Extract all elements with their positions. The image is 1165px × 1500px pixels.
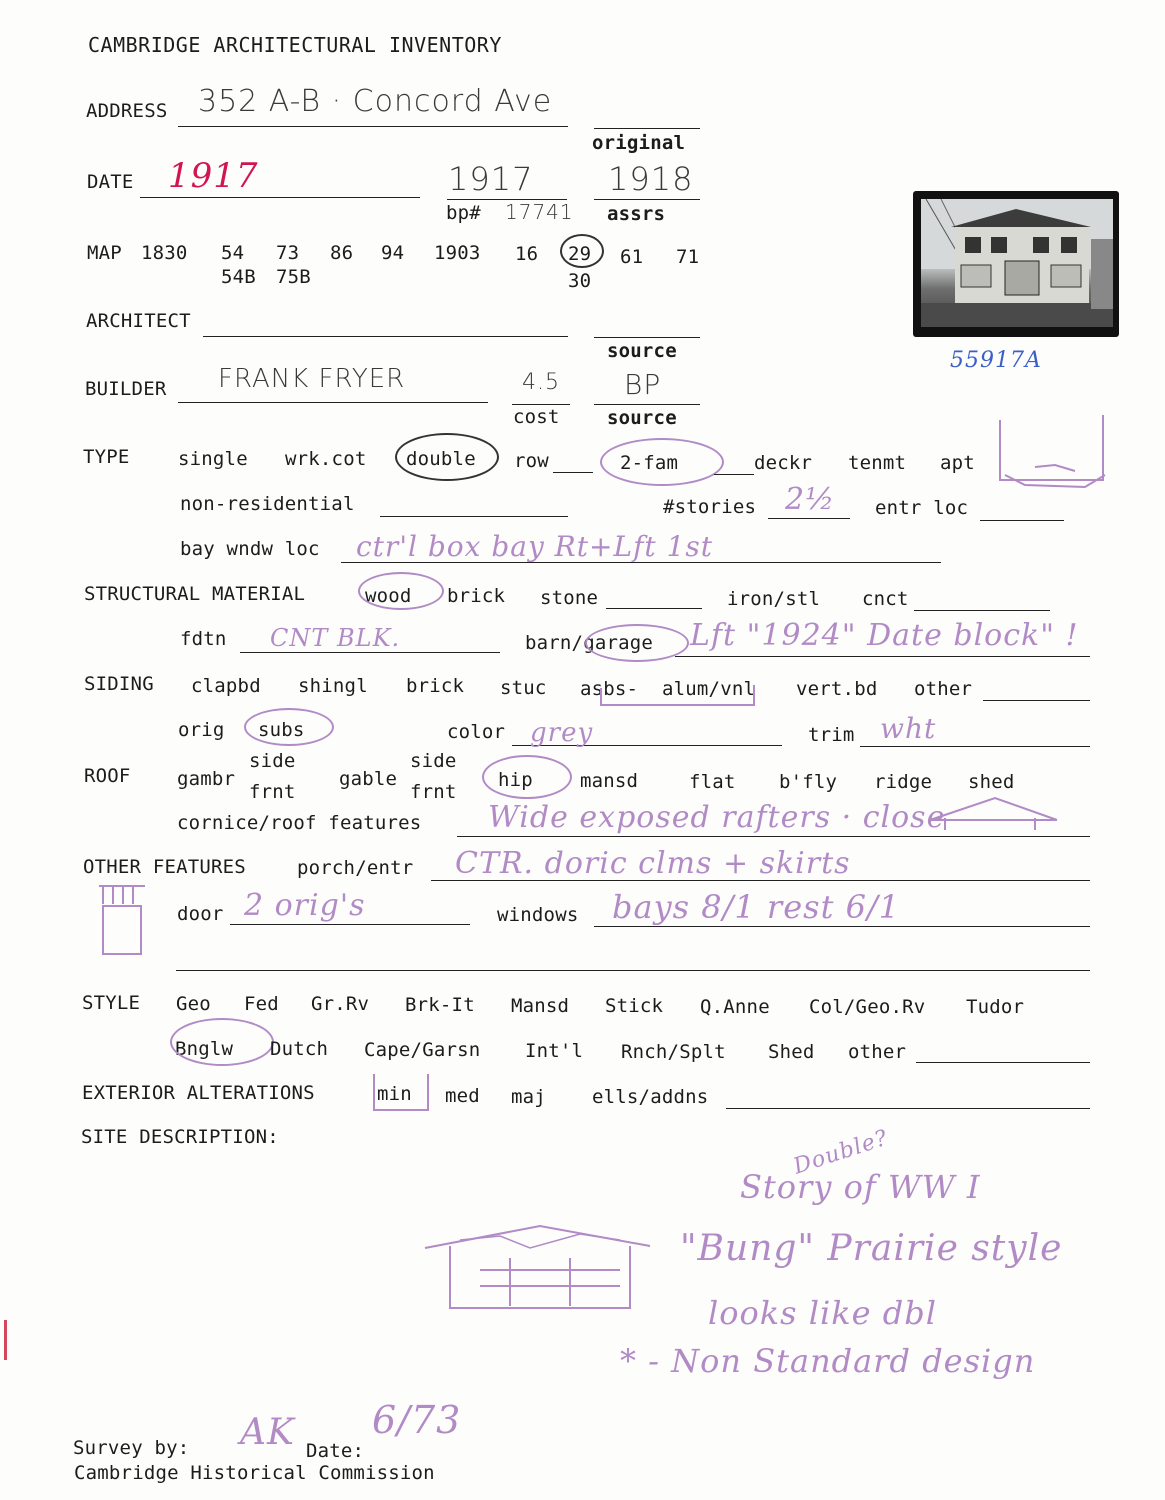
original-label: original	[592, 132, 686, 154]
style-bnglw-circle	[170, 1018, 274, 1066]
alterations-ells: ells/addns	[592, 1086, 709, 1108]
survey-by-label: Survey by:	[73, 1437, 190, 1459]
assrs-line	[594, 199, 700, 200]
photo-number: 55917A	[950, 348, 1042, 373]
cost-value: 4.5	[522, 370, 560, 395]
cost-source-value: BP	[624, 368, 662, 401]
cnct-line	[914, 610, 1050, 611]
bp-label: bp#	[446, 202, 481, 224]
cornice-line	[457, 836, 1090, 837]
type-label: TYPE	[83, 446, 130, 468]
architect-line	[203, 336, 568, 337]
style-mansd: Mansd	[511, 995, 570, 1017]
map-1903: 1903	[434, 242, 481, 264]
trim-line	[860, 746, 1090, 747]
siding-clapbd: clapbd	[191, 675, 261, 697]
fdtn-value: CNT BLK.	[270, 624, 401, 652]
entr-loc-line	[980, 520, 1064, 521]
address-line	[178, 126, 568, 127]
style-bnglw: Bnglw	[175, 1038, 234, 1060]
site-description-label: SITE DESCRIPTION:	[81, 1126, 279, 1148]
entr-loc-label: entr loc	[875, 497, 969, 519]
alterations-med: med	[445, 1085, 480, 1107]
house-sketch	[420, 1218, 660, 1318]
cost-label: cost	[513, 406, 560, 428]
type-single: single	[178, 448, 248, 470]
windows-label: windows	[497, 904, 579, 926]
map-54b: 54B	[221, 266, 256, 288]
survey-date-value: 6/73	[372, 1398, 462, 1442]
bp-number: 17741	[505, 200, 574, 224]
site-note-bung: "Bung" Prairie style	[680, 1228, 1063, 1269]
original-topline	[594, 128, 700, 129]
fdtn-label: fdtn	[180, 628, 227, 650]
assrs-label: assrs	[607, 203, 666, 225]
stories-value: 2½	[785, 482, 836, 517]
subs-label: subs	[258, 719, 305, 741]
style-stick: Stick	[605, 995, 664, 1017]
edge-mark	[4, 1320, 7, 1360]
stories-label: #stories	[663, 496, 757, 518]
other-features-label: OTHER FEATURES	[83, 856, 246, 878]
bay-label: bay wndw loc	[180, 538, 320, 560]
style-other-line	[916, 1062, 1090, 1063]
roof-shed: shed	[968, 771, 1015, 793]
date-label: DATE	[87, 171, 134, 193]
date-assrs-value: 1918	[608, 160, 694, 198]
date-bp-value: 1917	[448, 160, 534, 198]
style-cape-garsn: Cape/Garsn	[364, 1039, 481, 1061]
style-q-anne: Q.Anne	[700, 996, 770, 1018]
type-tenmt: tenmt	[848, 452, 907, 474]
trim-label: trim	[808, 724, 855, 746]
style-rnch-splt: Rnch/Splt	[621, 1041, 726, 1063]
type-deckr: deckr	[754, 452, 813, 474]
alterations-min: min	[377, 1083, 412, 1105]
map-75b: 75B	[276, 266, 311, 288]
map-61: 61	[620, 246, 644, 268]
door-label: door	[177, 903, 224, 925]
siding-alum-vnl: alum/vnl	[662, 678, 756, 700]
windows-value: bays 8/1 rest 6/1	[612, 888, 901, 926]
type-apt: apt	[940, 452, 975, 474]
non-residential-line	[380, 516, 568, 517]
alterations-line	[726, 1108, 1090, 1109]
type-wrk-cot: wrk.cot	[285, 448, 367, 470]
survey-date-label: Date:	[306, 1440, 365, 1462]
siding-label: SIDING	[84, 673, 154, 695]
map-29-circle	[560, 234, 604, 268]
survey-initials: AK	[240, 1412, 295, 1453]
roof-label: ROOF	[84, 765, 131, 787]
stories-line	[768, 518, 850, 519]
map-label: MAP	[87, 242, 122, 264]
date-line	[140, 197, 420, 198]
extra-features-line	[176, 970, 1090, 971]
site-note-story: Story of WW I	[740, 1168, 981, 1206]
type-2-fam-line	[714, 474, 754, 475]
structural-cnct: cnct	[862, 588, 909, 610]
cornice-label: cornice/roof features	[177, 812, 422, 834]
siding-shingl: shingl	[298, 675, 368, 697]
structural-wood-circle	[358, 572, 444, 610]
alterations-maj: maj	[511, 1086, 546, 1108]
architect-source-label: source	[607, 340, 677, 362]
roof-gable: gable	[339, 768, 398, 790]
siding-brick: brick	[406, 675, 465, 697]
type-double: double	[406, 448, 476, 470]
structural-wood: wood	[365, 585, 412, 607]
map-30: 30	[568, 270, 592, 292]
house-photo-drawing	[921, 199, 1113, 327]
structural-brick: brick	[447, 585, 506, 607]
alterations-min-box	[368, 1070, 438, 1116]
architect-source-line	[594, 337, 700, 338]
map-16: 16	[515, 243, 539, 265]
cornice-value: Wide exposed rafters · close	[488, 800, 946, 835]
map-71: 71	[676, 246, 700, 268]
roof-hip-circle	[482, 755, 572, 799]
type-row-line	[553, 472, 593, 473]
date-red-value: 1917	[168, 156, 259, 196]
stone-line	[606, 608, 702, 609]
style-intl: Int'l	[525, 1040, 584, 1062]
roof-sketch	[925, 790, 1065, 840]
form-title: CAMBRIDGE ARCHITECTURAL INVENTORY	[88, 33, 502, 57]
address-value: 352 A-B · Concord Ave	[198, 84, 553, 119]
commission-name: Cambridge Historical Commission	[74, 1462, 435, 1484]
non-residential-label: non-residential	[180, 493, 355, 515]
barn-garage-label: barn/garage	[525, 632, 654, 654]
style-other: other	[848, 1041, 907, 1063]
site-note-looks: looks like dbl	[708, 1294, 937, 1332]
roof-side-1: side	[249, 750, 296, 772]
trim-value: wht	[880, 712, 937, 745]
type-2-fam-circle	[600, 438, 724, 486]
siding-asbs: asbs-	[580, 678, 639, 700]
builder-line	[178, 402, 488, 403]
style-fed: Fed	[244, 993, 279, 1015]
type-2-fam: 2-fam	[620, 452, 679, 474]
siding-bracket	[596, 680, 766, 710]
address-label: ADDRESS	[86, 100, 168, 122]
builder-value: FRANK FRYER	[218, 364, 406, 394]
house-photo	[913, 191, 1119, 337]
builder-source-label: source	[607, 407, 677, 429]
style-dutch: Dutch	[270, 1038, 329, 1060]
color-label: color	[447, 721, 506, 743]
map-1830: 1830	[141, 242, 188, 264]
alterations-label: EXTERIOR ALTERATIONS	[82, 1082, 315, 1104]
roof-ridge: ridge	[874, 771, 933, 793]
structural-label: STRUCTURAL MATERIAL	[84, 583, 306, 605]
siding-stuc: stuc	[500, 677, 547, 699]
roof-mansd: mansd	[580, 770, 639, 792]
roof-frnt-2: frnt	[410, 781, 457, 803]
garage-note: Lft "1924" Date block" !	[690, 618, 1079, 653]
door-value: 2 orig's	[244, 888, 366, 923]
map-54: 54	[221, 242, 245, 264]
door-line	[230, 924, 470, 925]
builder-label: BUILDER	[85, 378, 167, 400]
map-86: 86	[330, 242, 354, 264]
structural-iron: iron/stl	[727, 588, 821, 610]
builder-source-line	[594, 404, 700, 405]
porch-label: porch/entr	[297, 857, 414, 879]
structural-stone: stone	[540, 587, 599, 609]
site-note-double: Double?	[790, 1125, 892, 1180]
map-29: 29	[568, 243, 592, 265]
style-shed: Shed	[768, 1041, 815, 1063]
door-sketch	[95, 878, 155, 958]
color-value: grey	[530, 718, 594, 748]
plan-sketch	[995, 405, 1115, 505]
style-col-geo-rv: Col/Geo.Rv	[809, 996, 926, 1018]
style-gr-rv: Gr.Rv	[311, 993, 370, 1015]
roof-flat: flat	[689, 771, 736, 793]
windows-line	[594, 926, 1090, 927]
roof-hip: hip	[498, 769, 533, 791]
porch-value: CTR. doric clms + skirts	[455, 846, 851, 881]
garage-circle	[585, 624, 689, 662]
map-94: 94	[381, 242, 405, 264]
architect-label: ARCHITECT	[86, 310, 191, 332]
siding-vert-bd: vert.bd	[796, 678, 878, 700]
fdtn-line	[240, 652, 500, 653]
barn-line	[675, 656, 1090, 657]
roof-frnt-1: frnt	[249, 781, 296, 803]
cost-line	[512, 404, 570, 405]
roof-gambr: gambr	[177, 768, 236, 790]
map-73: 73	[276, 242, 300, 264]
type-row: row	[514, 450, 549, 472]
orig-label: orig	[178, 719, 225, 741]
subs-circle	[244, 708, 334, 746]
type-double-circle	[395, 433, 499, 481]
roof-side-2: side	[410, 750, 457, 772]
style-geo: Geo	[176, 993, 211, 1015]
style-label: STYLE	[82, 992, 141, 1014]
siding-other: other	[914, 678, 973, 700]
style-tudor: Tudor	[966, 996, 1025, 1018]
roof-bfly: b'fly	[779, 771, 838, 793]
siding-other-line	[983, 700, 1090, 701]
bay-value: ctr'l box bay Rt+Lft 1st	[356, 530, 714, 563]
style-brk-it: Brk-It	[405, 994, 475, 1016]
site-note-nonstandard: * - Non Standard design	[620, 1342, 1036, 1380]
